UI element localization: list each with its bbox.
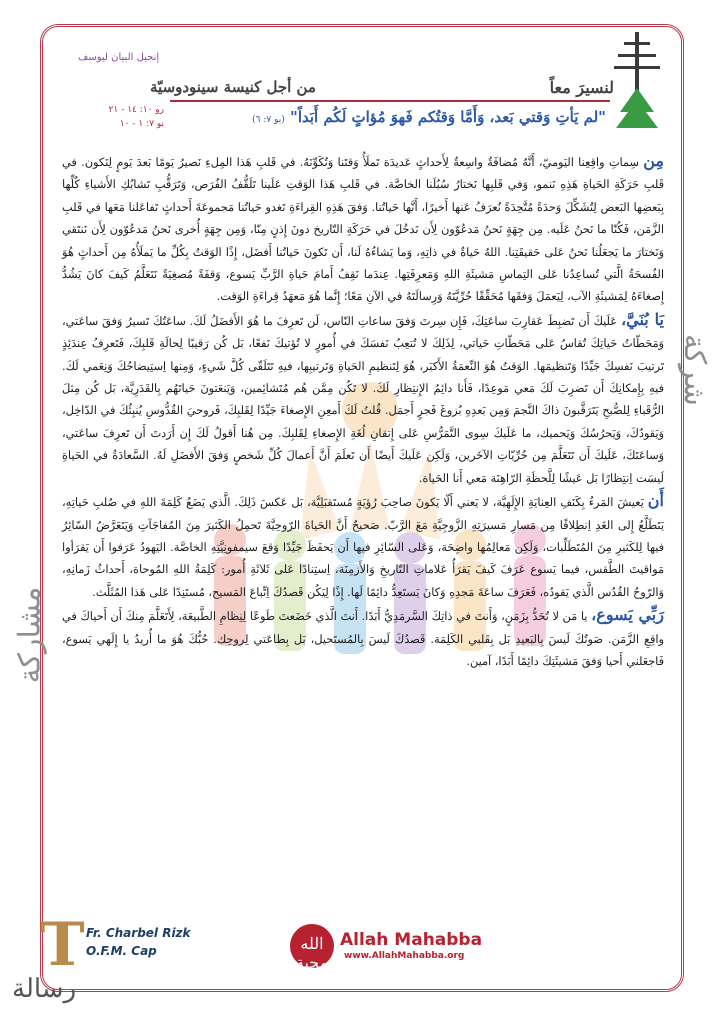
- paragraph-lead: رَبِّي يَسوع،: [591, 605, 664, 625]
- banner-slogan: لنسيرَ معاً: [549, 77, 614, 97]
- author-name-line-1: Fr. Charbel Rizk: [86, 926, 191, 940]
- title-banner: [150, 74, 614, 100]
- side-label-right: شركة: [676, 333, 712, 407]
- reading-references: [64, 104, 164, 131]
- paragraph-text: عَلَيكَ أَن تَضبِطَ عَقارِبَ ساعَتِكَ، فَإِن سِرتَ وَفقَ ساعاتِ النّاس، لَن تَعرِفَ ما هُوَ الأَفضَلُ لَكَ. ساعَتُكَ تَسيرُ وَفقَ ساعَتي، وَمَحَطّاتُ حَياتِكَ تُقاسُ عَلى مَحَطّاتِ حَياتي، لِذَلِكَ لا تُتعِبُ نَفسَكَ في أُمورٍ لا تُؤتيكَ نَفعًا، بَل كُن رَقيبًا لِحالَةِ قَلبِكَ، فَتَعرِفُ عِندَئِذٍ تَرتيبَ نَفسِكَ جَيِّدًا وَتَنظيمَها. الوَقتُ هُوَ النِّعمَةُ الأَكبَر، هُوَ لِتَنظيمِ الحَياةِ وَتَرتيبِها، فيهِ تَتَلَقّى كُلَّ شَيءٍ، وَمِنها اِستِيضاحُكَ وَنِعَمي لَكَ. فيهِ بِإِمكانِكَ أَن تَضرِبَ لَكَ مَعي مَوعِدًا، فَأَنا دائِمُ الإِنتِظارِ لَكَ. لا تَكُن مِمَّن هُم مُتَشائِمين، وَيَنعَتونَ حَياتَهُم بِالقَدَرِيَّة، بَل كُن مِثلَ الرُّقَباءِ لِلصُّبحِ يَتَرَقَّبونَ ذاكَ النَّجمَ وَمِن بَعدِهِ بُزوغَ فَجرٍ أَجمَل. قُلتُ لَكَ أَمعِنِ الإِصغاءَ جَيِّدًا لِقَلبِكَ، فَروحيَ القُدُّوسِ يُنبِئُكَ في الدّاخِل، وَيَقودُكَ، وَيَحرُسُكَ وَيَحميك، ما عَلَيكَ سِوى التَّمَرُّسِ عَلى إِتقانِ لُغَةِ الإِصغاءِ لِقَلبِكَ. مِن هُنا أَقولُ لَكَ إِن أَرَدتَ أَن تَعرِفَ ساعَتي، وَساعَتَكَ، عَلَيكَ أَن تَتَعَلَّمَ مِن حُرِّيّاتِ الآخَرين، وَلَكِن عَلَيكَ أَيضًا أَن تَعلَمَ أَنَّ أَعمالَ كُلِّ شَخصٍ وَفقَ الأَفضَلِ لَهُ. السَّعادَةُ في الحَياةِ لَيسَت اِنتِظارًا بَل عَيشًا لِلَّحظَةِ الرّاهِنَة مَعي أَنا الحَياة.: [62, 314, 664, 485]
- allah-mahabba-logo: [290, 924, 334, 972]
- reference-line-2: يو ٧: ١ - ١٠: [119, 118, 164, 129]
- author-name: [86, 924, 191, 960]
- banner-subtitle: من أجل كنيسة سينودوسيّة: [150, 78, 316, 96]
- header-tag: إنجيل البيان ليوسف: [78, 52, 160, 63]
- paragraph-4: [62, 604, 664, 673]
- paragraph-lead: يَا بُنَيَّ،: [620, 309, 664, 329]
- quote-reference: (يو ٧: ٦): [252, 115, 285, 125]
- banner-divider: [170, 100, 610, 102]
- side-label-left: مشاركة: [12, 586, 48, 684]
- author-name-line-2: O.F.M. Cap: [86, 944, 157, 958]
- tau-cross-icon: T: [40, 910, 85, 980]
- gospel-quote: [166, 108, 606, 126]
- paragraph-1: [62, 150, 664, 309]
- paragraph-2: [62, 309, 664, 490]
- paragraph-text: يا مَن لا تُحَدُّ بِزَمَنٍ، وَأَنتَ في ذاتِكَ السَّرمَدِيُّ أَبَدًا. أَنتَ الَّذي خَضَعتَ طَوعًا لِنِظامِ الطَّبيعَة، لِأَتَعَلَّمَ مِنكَ أَن أَحياكَ في واقِعِ الزَّمَن. صَوتُكَ لَيسَ بِالبَعيدِ بَل بِقَلبي الكَلِمَة. قَصدُكَ لَيسَ بِالمُستَحيل، بَل بِطاعَتي لِروحِك. حُبُّكَ هُوَ ما أُريدُ يا إِلَهي يَسوع، فَاجعَلني أَحيا وَفقَ مَشيئَتِكَ دائِمًا أَبَدًا، آمين.: [62, 610, 664, 668]
- paragraph-3: [62, 490, 664, 604]
- reflection-body: [62, 150, 664, 673]
- paragraph-text: يَعيشَ المَرءُ بِكَنَفِ العِنايَةِ الإِلَهِيَّة، لا يَعني أَلّا يَكونَ صاحِبَ رُؤيَةٍ مُستَقبَلِيَّة، بَل عَكسَ ذَلِكَ. الَّذي يَضَعُ كَلِمَةَ اللهِ في صُلبِ حَياتِهِ، يَتَطَلَّعُ إِلى الغَدِ اِنطِلاقًا مِن مَسارِ مَسيرَتِهِ الزَّوجِيَّةِ مَعَ الرَّبّ. صَحيحٌ أَنَّ الحَياةَ الرّوحِيَّةَ تَحمِلُ الكَثيرَ مِنَ المُفاجَآتِ وَيَتَعَرَّضُ السّائِرُ فيها لِلكَثيرِ مِنَ المُتَطَلِّبات، وَلَكِن مَعالِمُها واضِحَة، وَعَلى السّائِرِ فيها أَن يَحفَظَ جَيِّدًا وَقعَ سيمفونِيَّتِهِ الخاصَّة. اليَهودُ عَرَفوا أَن يَقرَأوا مَواقيتَ الطَّقس، فيما يَسوع عَرَفَ كَيفَ يَقرَأُ عَلاماتِ التّاريخِ وَالأَزمِنَة، اِستِنادًا عَلى ثَلاثَةِ أُمور: كَلِمَةُ اللهِ المُوحاة، أَحداثُ زَمانِهِ، وَالرّوحُ القُدُس الَّذي يَقودُه، فَعَرَفَ ساعَةَ مَجدِهِ وَكانَ يَستَعِدُّ دائِمًا لَها. إِذًا لِيَكُن قَصدُكَ اِتِّباعَ المَسيح، مُستَنِدًا عَلى هَذا المُثَلَّث.: [62, 496, 664, 599]
- author-signature: [40, 910, 200, 980]
- quote-text: "لم يَأتِ وَقتي بَعد، وَأَمَّا وَقتُكم فَهوَ مُؤاتٍ لَكُم أَبَداً": [290, 108, 606, 126]
- paragraph-lead: مِن: [643, 151, 664, 170]
- reference-line-1: رو ١٠: ١٤ - ٢١: [108, 105, 164, 115]
- logo-glyph: الله محبة: [295, 934, 329, 972]
- paragraph-text: سِماتِ واقِعِنا اليَوميّ، أَنَّهُ مُضافَةٌ واسِعةٌ لِأَحداثٍ عَديدَة تَملَأُ وَقتَنا وَتُكَوِّنَهُ. في قَلبِ هَذا المِلءِ نَصيرُ يَومًا بَعدَ يَومٍ لِنَكون. في قَلبِ حَرَكَةِ الحَياةِ هَذِهِ نَنمو، وَفي قَلبِها نَختارُ سُبُلَنا الخاصَّة. في قَلبِ هَذا الوَقتِ عَلَينا تَلَقُّفُ الفُرَص، وَتَرَقُّبِ تَشابُكِ الأَشياءِ كُلِّها بِبَعضِها البَعض لِتُشَكِّلَ وَحدَةً مُتَّحِدَةً نُعرَفُ عَنها أَخيرًا، أَنَّها حَياتُنا. وَفقَ هَذِهِ القِراءَةِ تَغدو حَياتُنا مَجموعَةَ أَحداثٍ تَفاعَلنا مَعَها في قَلبِ الزَّمَن، فَكُنّا ما نَحنُ عَلَيه. مِن جِهَةٍ نَحنُ مَدعُوّون لِأَن نَدخُلَ في حَرَكَةِ التّاريخ دونَ إِذنٍ مِنّا، وَمِن جِهَةٍ أُخرى نَحنُ مَدعُوّون لِأَن نَنتَقي وَنَختارَ ما يَجعَلُنا نَحنُ عَلى حَقيقَتِنا. اللهُ حَياةٌ في ذاتِهِ، وَما يَشاءُهُ لَنا، أَن تَكونَ حَياتُنا أَفضَل، إِذًا الوَقتُ بِكُلِّ ما يَملَأُهُ مِن أَحداثٍ هُوَ الفُسحَةُ الَّتي تُساعِدُنا عَلى التِماسِ مَشيئَةِ اللهِ وَمَعرِفَتِها. عِندَما نَقِفُ أَمامَ حَياةِ الرَّبِّ يَسوع، وَقفَةً مُصغِيَةً نَتَعَلَّمُ كَيفَ كانَ يَشُدُّ إِصغاءَهُ لِمَشيئَةِ الآب، لِيَعمَلَ وَفقَها مُحَقِّقًا حُرِّيَّتَهُ وَرِسالَتَهُ في الآنِ مَعًا؛ إِنَّما هُوَ مَعهَدُ قِراءَةِ الوَقت.: [62, 156, 664, 304]
- paragraph-lead: أَن: [647, 491, 664, 511]
- site-url-link[interactable]: www.AllahMahabba.org: [344, 951, 465, 961]
- side-label-bottom: رسالة: [12, 974, 77, 1004]
- site-name: Allah Mahabba: [340, 930, 483, 950]
